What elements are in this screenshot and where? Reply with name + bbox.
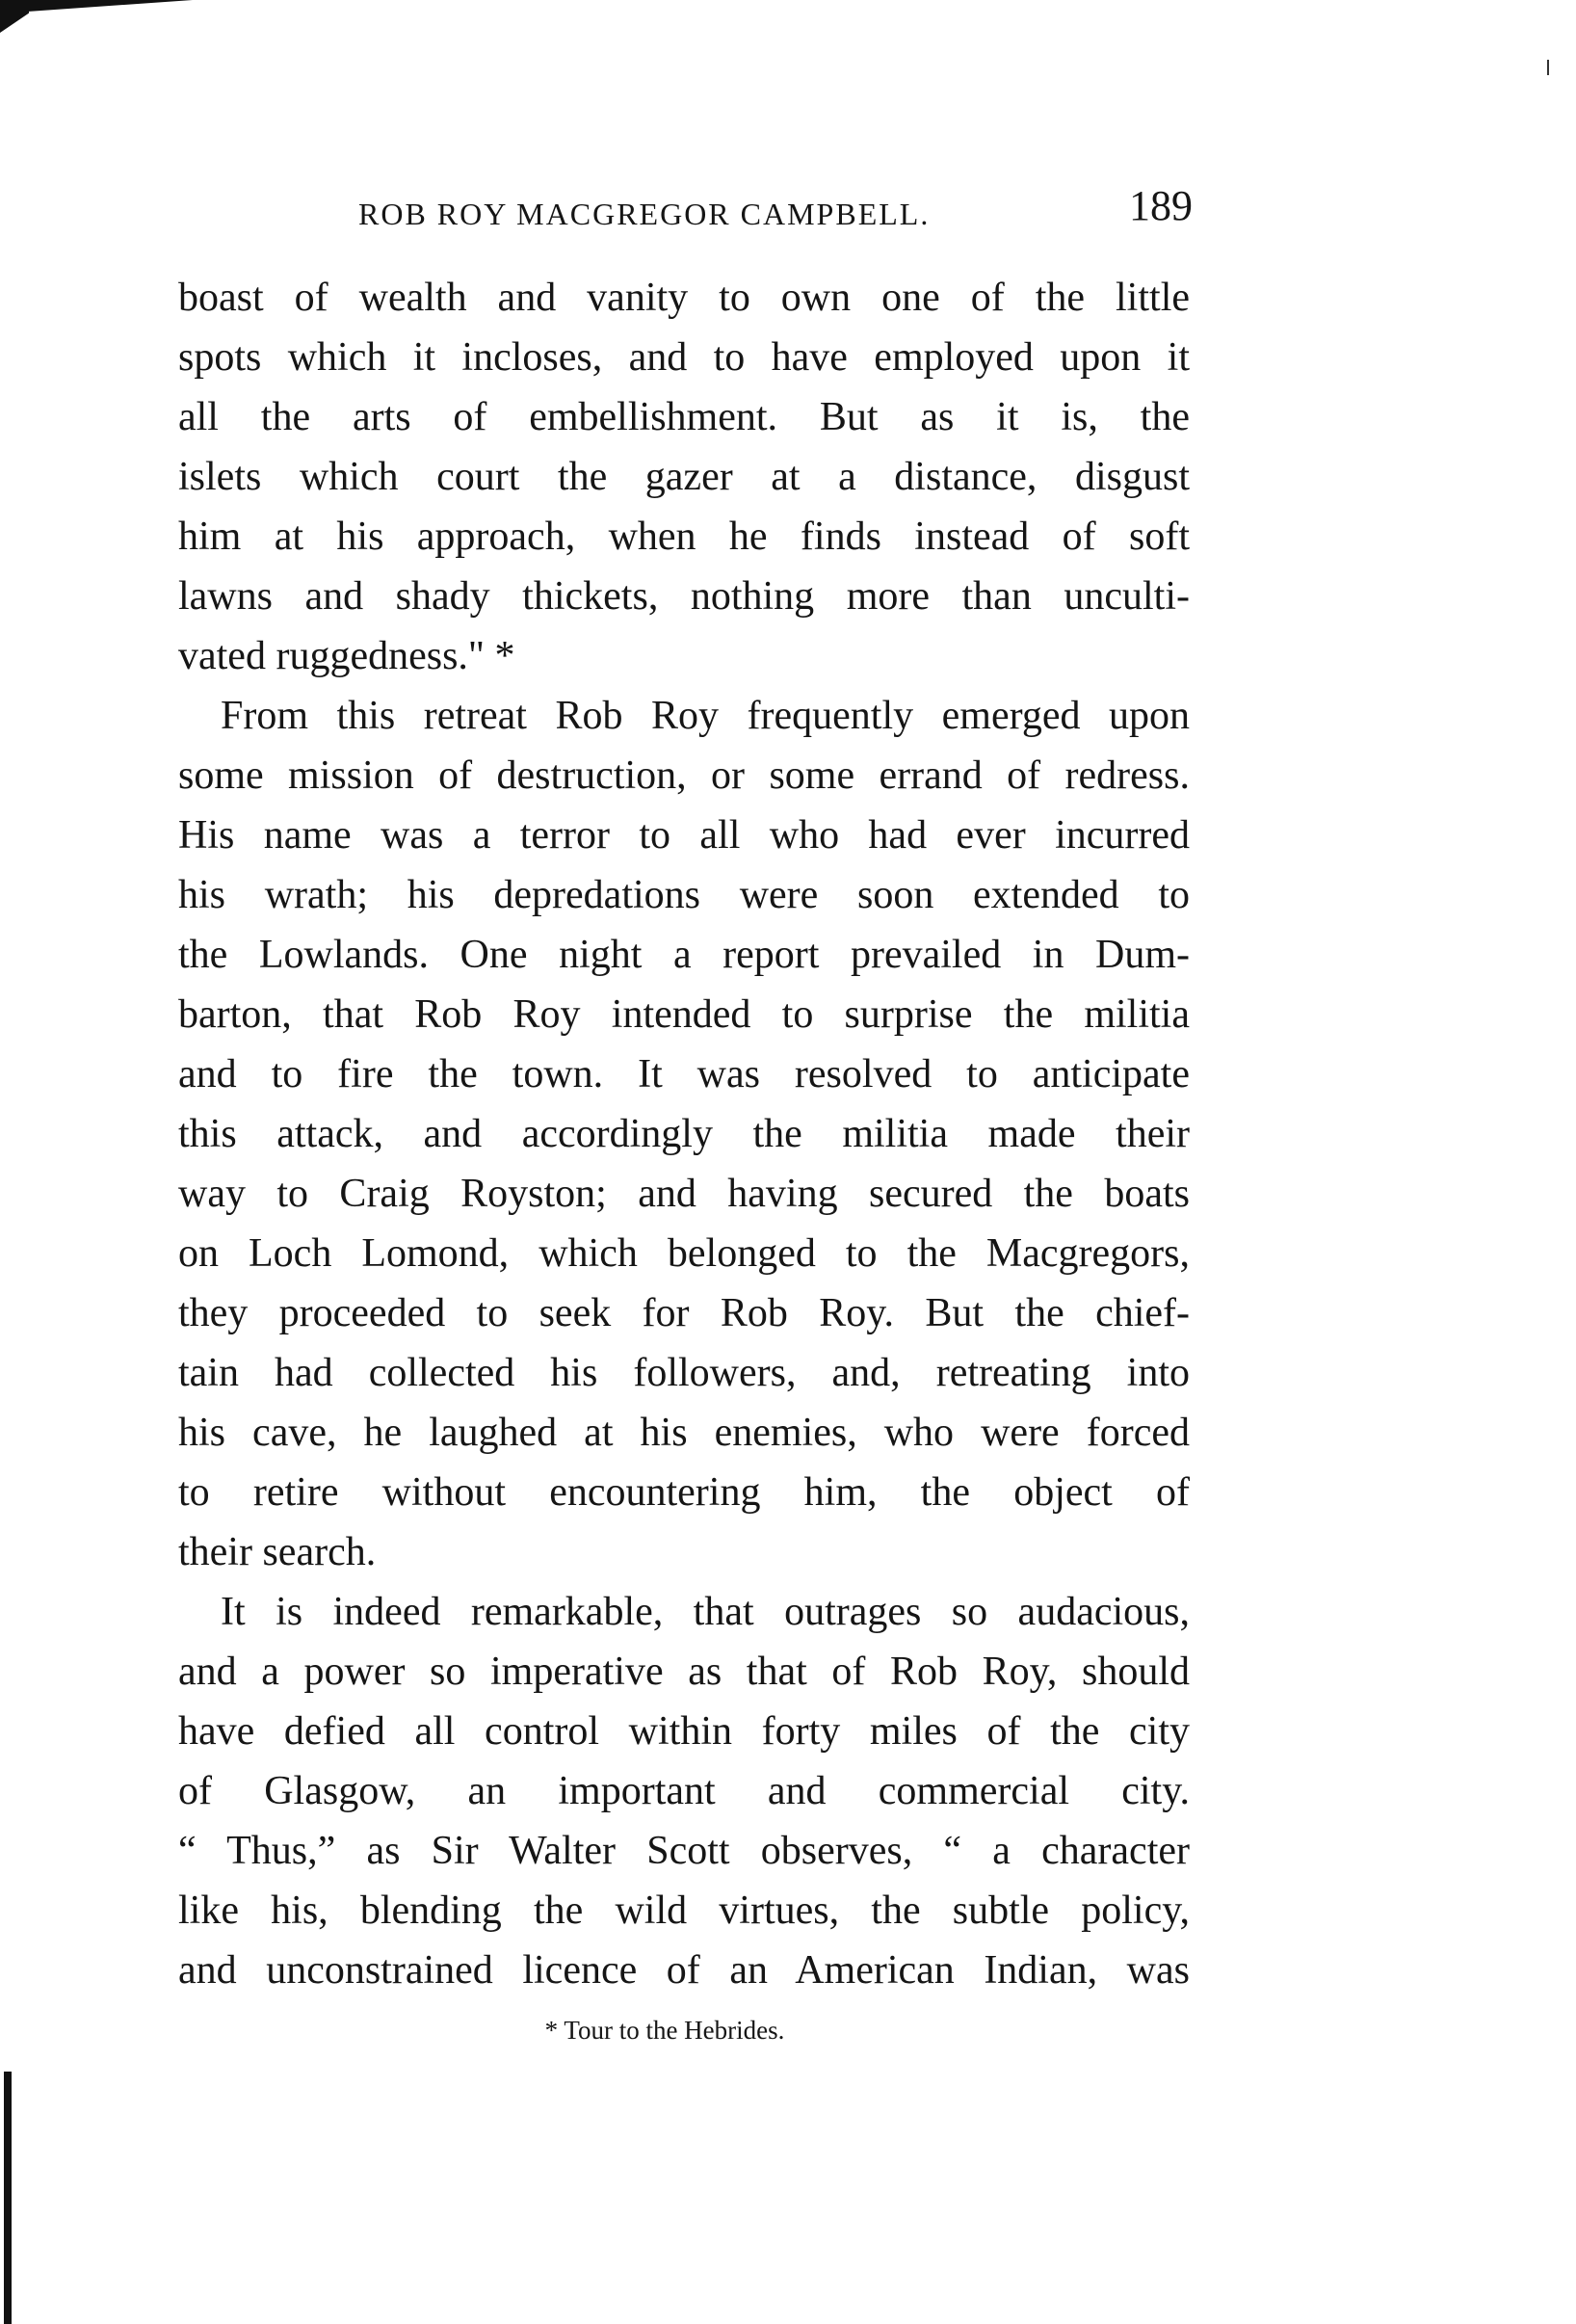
text-line	[178, 268, 1190, 328]
page-number: 189	[1129, 182, 1193, 229]
scan-corner-mark	[0, 0, 29, 33]
text-line-content: From this retreat Rob Roy frequently emerged upon	[221, 694, 1190, 738]
text-line	[178, 1761, 1190, 1821]
text-line	[178, 1104, 1190, 1164]
text-line-content: they proceeded to seek for Rob Roy. But the chief-	[178, 1291, 1190, 1335]
text-line	[178, 626, 1190, 686]
text-line-content: His name was a terror to all who had ever incurred	[178, 813, 1190, 858]
text-line-content: and to fire the town. It was resolved to anticipate	[178, 1052, 1190, 1096]
text-line-content: boast of wealth and vanity to own one of the little	[178, 276, 1190, 320]
text-line-content: spots which it incloses, and to have employed upon it	[178, 335, 1190, 380]
text-line-content: on Loch Lomond, which belonged to the Macgregors,	[178, 1231, 1190, 1276]
footnote: * Tour to the Hebrides.	[544, 2016, 785, 2045]
text-line-content: some mission of destruction, or some errand of redress.	[178, 753, 1190, 798]
text-line-content: their search.	[178, 1530, 377, 1574]
text-line	[178, 328, 1190, 387]
text-line	[178, 865, 1190, 925]
text-line	[178, 746, 1190, 805]
text-line	[178, 387, 1190, 447]
text-line	[178, 447, 1190, 507]
text-line	[178, 1522, 1190, 1582]
text-line-content: all the arts of embellishment. But as it is, the	[178, 395, 1190, 439]
text-line-content: tain had collected his followers, and, retreating into	[178, 1351, 1190, 1395]
page-header	[358, 182, 1193, 237]
text-line-content: have defied all control within forty miles of the city	[178, 1709, 1190, 1754]
text-line-content: and unconstrained licence of an American Indian, was	[178, 1948, 1190, 1993]
text-line-content: barton, that Rob Roy intended to surprise the militia	[178, 992, 1190, 1037]
text-line	[178, 1582, 1190, 1642]
running-title: ROB ROY MACGREGOR CAMPBELL.	[358, 197, 931, 231]
text-line-content: of Glasgow, an important and commercial city.	[178, 1769, 1190, 1813]
text-line-content: to retire without encountering him, the object of	[178, 1470, 1190, 1515]
text-line	[178, 1343, 1190, 1403]
text-line	[178, 1881, 1190, 1941]
text-line-content: his cave, he laughed at his enemies, who were forced	[178, 1411, 1190, 1455]
text-line	[178, 985, 1190, 1044]
text-line	[178, 805, 1190, 865]
text-line	[178, 1164, 1190, 1224]
text-line	[178, 1044, 1190, 1104]
scan-page-edge	[4, 2072, 12, 2324]
text-line-content: the Lowlands. One night a report prevailed in Dum-	[178, 933, 1190, 977]
text-line	[178, 1702, 1190, 1761]
text-line-content: way to Craig Royston; and having secured the boats	[178, 1172, 1190, 1216]
text-line	[178, 1463, 1190, 1522]
text-line-content: and a power so imperative as that of Rob Roy, should	[178, 1650, 1190, 1694]
text-line	[178, 507, 1190, 567]
text-line-content: It is indeed remarkable, that outrages so audacious,	[221, 1590, 1190, 1634]
text-line	[178, 567, 1190, 626]
text-line	[178, 1642, 1190, 1702]
text-line	[178, 1821, 1190, 1881]
text-line-content: “ Thus,” as Sir Walter Scott observes, “ a character	[178, 1829, 1190, 1873]
scan-edge-mark	[0, 0, 193, 13]
text-line-content: him at his approach, when he finds instead of soft	[178, 515, 1190, 559]
text-line	[178, 925, 1190, 985]
text-line	[178, 1283, 1190, 1343]
text-line-content: this attack, and accordingly the militia made their	[178, 1112, 1190, 1156]
text-line-content: like his, blending the wild virtues, the subtle policy,	[178, 1888, 1190, 1933]
text-line-content: islets which court the gazer at a distance, disgust	[178, 455, 1190, 499]
body-text	[178, 268, 1190, 2000]
text-line-content: vated ruggedness." *	[178, 634, 515, 678]
scan-speck	[1547, 60, 1549, 75]
text-line	[178, 686, 1190, 746]
text-line-content: his wrath; his depredations were soon extended to	[178, 873, 1190, 917]
text-line	[178, 1941, 1190, 2000]
text-line	[178, 1224, 1190, 1283]
text-line-content: lawns and shady thickets, nothing more than unculti-	[178, 574, 1190, 619]
text-line	[178, 1403, 1190, 1463]
